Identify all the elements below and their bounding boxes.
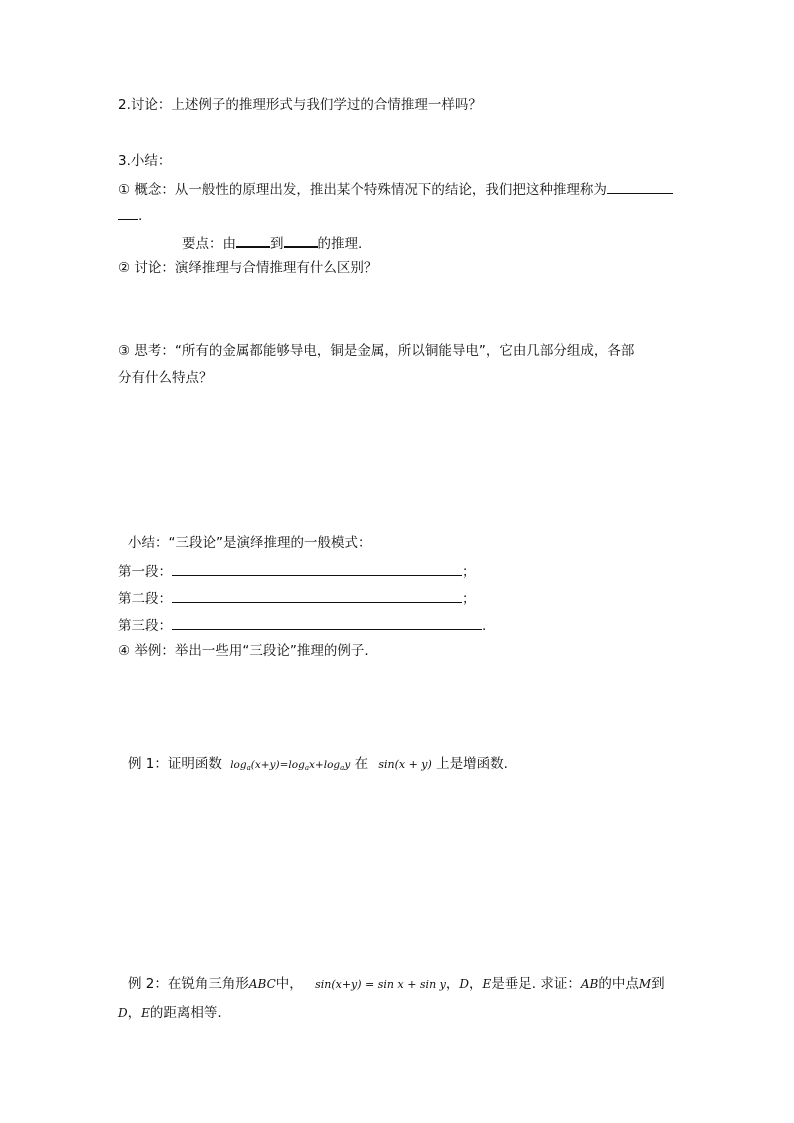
concept-blank-cont[interactable] [118,205,138,220]
keypoint-blank-from[interactable] [236,232,270,248]
discuss-line: ② 讨论：演绎推理与合情推理有什么区别？ [118,260,378,276]
example-1-middle: 在 [354,756,369,772]
keypoint-blank-to[interactable] [284,232,318,248]
keypoint-line [182,232,362,253]
example-1-formula-1: $\log_a(x+y)=\log_ax+\log_ay$ [230,759,351,772]
question-2: 2.讨论：上述例子的推理形式与我们学过的合情推理一样吗？ [118,97,482,113]
concept-line [118,179,673,199]
segment-1-blank[interactable] [172,561,462,576]
segment-1-end: ； [462,564,476,580]
segment-3 [118,615,486,635]
example-2-line-1: 例 2：在锐角三角形ABC中， sin(x+y) = sin x + sin y，D，E是垂足. 求证：AB的中点M到 [128,976,665,992]
segment-2-end: ； [462,591,476,607]
keypoint-end: 的推理. [317,236,363,252]
example-2-ab: AB [580,977,599,991]
example-1-suffix: 上是增函数. [436,756,508,772]
example-2-m: M [638,977,652,991]
concept-end: . [138,208,143,224]
segment-3-label: 第三段： [118,618,172,634]
example-2-abc: ABC [248,977,276,991]
summary-line: 小结：“三段论”是演绎推理的一般模式： [128,535,372,551]
example-1-prefix: 例 1：证明函数 [128,756,222,772]
segment-3-end: . [482,618,487,634]
keypoint-to: 到 [270,236,284,252]
segment-2-label: 第二段： [118,591,172,607]
example-2-formula: sin(x+y) = sin x + sin y [315,978,446,991]
example-2-line-2: D，E的距离相等. [118,1005,222,1021]
example-1-formula-2: sin(x + y) [378,758,432,771]
concept-text: ① 概念：从一般性的原理出发，推出某个特殊情况下的结论，我们把这种推理称为 [118,182,607,198]
section-3-title: 3.小结： [118,153,172,169]
concept-blank[interactable] [607,179,673,194]
think-line-1: ③ 思考：“所有的金属都能够导电，铜是金属，所以铜能导电”，它由几部分组成，各部 [118,343,635,359]
example-2-prefix: 例 2：在锐角三角形 [128,976,249,992]
example-1 [128,755,508,777]
keypoint-label: 要点：由 [182,236,236,252]
think-line-2: 分有什么特点？ [118,370,213,386]
segment-2 [118,588,476,608]
segment-1 [118,561,476,581]
example-2-d: D [459,977,469,991]
segment-1-label: 第一段： [118,564,172,580]
example-2-mid1: 中， [275,976,303,992]
example-2-e2: E [141,1006,150,1020]
concept-line-2 [118,205,142,225]
segment-3-blank[interactable] [172,615,482,630]
example-prompt: ④ 举例：举出一些用“三段论”推理的例子. [118,643,369,659]
example-2-e: E [482,977,492,991]
example-2-end: 的距离相等. [149,1005,222,1021]
example-2-d2: D [118,1006,128,1020]
segment-2-blank[interactable] [172,588,462,603]
